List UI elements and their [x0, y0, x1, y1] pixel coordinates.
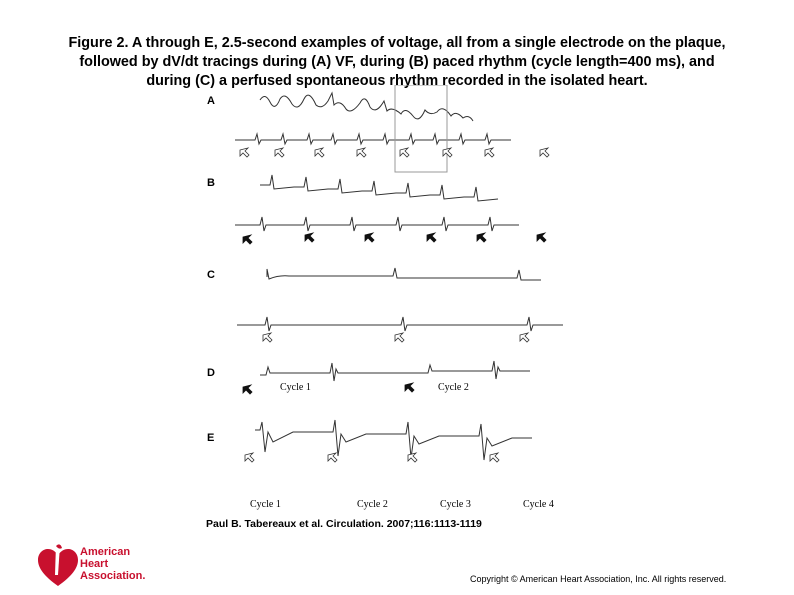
trace-b-voltage — [260, 175, 498, 201]
arrow-b-5 — [477, 233, 486, 242]
panel-label-a: A — [207, 95, 215, 107]
copyright: Copyright © American Heart Association, Inc. All rights reserved. — [470, 574, 727, 584]
arrow-c-1 — [263, 333, 272, 342]
panel-d-cycle-1: Cycle 1 — [280, 382, 311, 393]
panel-d-cycle-2: Cycle 2 — [438, 382, 469, 393]
trace-c-voltage — [267, 268, 541, 280]
arrow-b-2 — [305, 233, 314, 242]
arrow-a-8 — [540, 148, 549, 157]
logo-line-1: American — [80, 546, 131, 558]
arrow-a-7 — [485, 148, 494, 157]
caption-line-1: Figure 2. A through E, 2.5-second examples of voltage, all from a single electrode on the plaque, — [68, 35, 726, 51]
citation: Paul B. Tabereaux et al. Circulation. 2007;116:1113-1119 — [206, 518, 482, 530]
trace-e — [255, 420, 532, 460]
arrow-a-2 — [275, 148, 284, 157]
arrow-d-1 — [243, 385, 252, 394]
arrow-a-1 — [240, 148, 249, 157]
arrow-a-3 — [315, 148, 324, 157]
arrow-b-6 — [537, 233, 546, 242]
logo-line-3: Association. — [80, 570, 146, 582]
panel-label-b: B — [207, 177, 215, 189]
panel-e-cycle-4: Cycle 4 — [523, 499, 554, 510]
figure-caption — [0, 34, 794, 91]
selection-box — [395, 85, 447, 172]
arrow-c-3 — [520, 333, 529, 342]
arrow-b-4 — [427, 233, 436, 242]
arrow-b-3 — [365, 233, 374, 242]
panel-e-cycle-1: Cycle 1 — [250, 499, 281, 510]
arrow-e-3 — [408, 453, 417, 462]
arrow-a-4 — [357, 148, 366, 157]
arrow-e-4 — [490, 453, 499, 462]
trace-a-voltage — [260, 93, 473, 121]
panel-label-d: D — [207, 367, 215, 379]
arrow-e-2 — [328, 453, 337, 462]
trace-d — [260, 361, 530, 381]
panel-label-c: C — [207, 269, 215, 281]
panel-e-cycle-2: Cycle 2 — [357, 499, 388, 510]
caption-line-2: followed by dV/dt tracings during (A) VF, during (B) paced rhythm (cycle length=400 ms), and — [79, 54, 715, 70]
trace-c-dvdt — [237, 317, 563, 331]
arrow-d-2 — [405, 383, 414, 392]
arrow-c-2 — [395, 333, 404, 342]
trace-a-dvdt — [235, 134, 511, 144]
arrow-e-1 — [245, 453, 254, 462]
trace-b-dvdt — [235, 217, 519, 231]
aha-logo-text — [80, 546, 145, 582]
panel-e-cycle-3: Cycle 3 — [440, 499, 471, 510]
logo-line-2: Heart — [80, 558, 109, 570]
ecg-traces — [195, 85, 575, 515]
caption-line-3: during (C) a perfused spontaneous rhythm recorded in the isolated heart. — [146, 73, 648, 89]
ecg-figure — [195, 85, 575, 515]
arrow-b-1 — [243, 235, 252, 244]
panel-label-e: E — [207, 432, 215, 444]
arrow-a-5 — [400, 148, 409, 157]
